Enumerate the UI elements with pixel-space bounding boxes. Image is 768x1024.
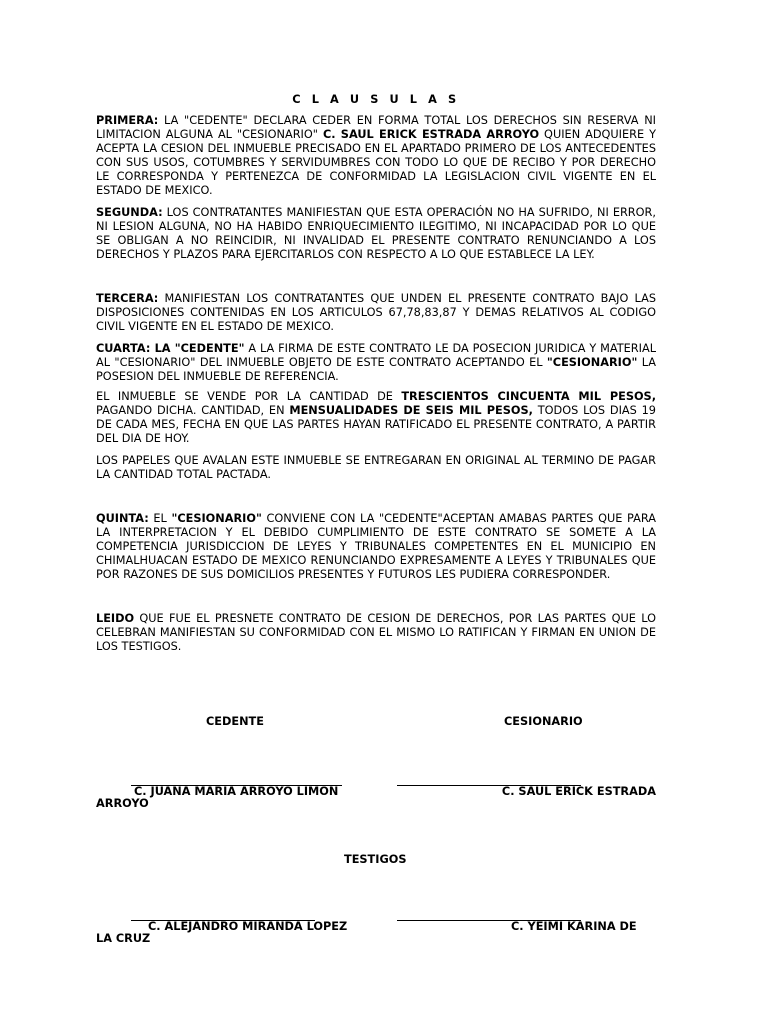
clauses-title: C L A U S U L A S (292, 93, 460, 106)
contract-body (96, 93, 656, 662)
clause-label: SEGUNDA: (96, 206, 163, 219)
clause-label: CUARTA: LA "CEDENTE" (96, 342, 245, 355)
clause-quinta: QUINTA: EL "CESIONARIO" CONVIENE CON LA "CEDENTE"ACEPTAN AMABAS PARTES QUE PARA LA INTERPRETACION Y EL DEBIDO CUMPLIMIENTO DE ESTE CONTRATO SE SOMETE A LA COMPETENCIA JURISDICCION DE LEYES Y TRIBUNALES COMPETENTES EN EL MUNICIPIO EN CHIMALHUACAN ESTADO DE MEXICO RENUNCIANDO EXPRESAMENTE A LEYES Y TRIBUNALES QUE POR RAZONES DE SUS DOMICILIOS PRESENTES Y FUTUROS LES PUDIERA CORRESPONDER. (96, 512, 656, 581)
clause-label: PRIMERA: (96, 114, 159, 127)
cesionario-heading: CESIONARIO (504, 715, 583, 728)
clause-cuarta: CUARTA: LA "CEDENTE" A LA FIRMA DE ESTE CONTRATO LE DA POSECION JURIDICA Y MATERIAL AL "CESIONARIO" DEL INMUEBLE OBJETO DE ESTE CONTRATO ACEPTANDO EL "CESIONARIO" LA POSESION DEL INMUEBLE DE REFERENCIA. (96, 342, 656, 383)
clause-primera: PRIMERA: LA "CEDENTE" DECLARA CEDER EN FORMA TOTAL LOS DERECHOS SIN RESERVA NI LIMITACION ALGUNA AL "CESIONARIO" C. SAUL ERICK ESTRADA ARROYO QUIEN ADQUIERE Y ACEPTA LA CESION DEL INMUEBLE PRECISADO EN EL APARTADO PRIMERO DE LOS ANTECEDENTES CON SUS USOS, COTUMBRES Y SERVIDUMBRES CON TODO LO QUE DE RECIBO Y POR DERECHO LE CORRESPONDA Y PERTENEZCA DE CONFORMIDAD LA LEGISLACION CIVIL VIGENTE EN EL ESTADO DE MEXICO. (96, 114, 656, 197)
cesionario-name-continued: ARROYO (96, 797, 149, 810)
price-paragraph: EL INMUEBLE SE VENDE POR LA CANTIDAD DE TRESCIENTOS CINCUENTA MIL PESOS, PAGANDO DICHA. CANTIDAD, EN MENSUALIDADES DE SEIS MIL PESOS, TODOS LOS DIAS 19 DE CADA MES, FECHA EN QUE LAS PARTES HAYAN RATIFICADO EL PRESENTE CONTRATO, A PARTIR DEL DIA DE HOY. (96, 390, 656, 445)
witness2-name-continued: LA CRUZ (96, 932, 151, 945)
clause-label: TERCERA: (96, 292, 159, 305)
closing-paragraph: LEIDO QUE FUE EL PRESNETE CONTRATO DE CESION DE DERECHOS, POR LAS PARTES QUE LO CELEBRAN MANIFIESTAN SU CONFORMIDAD CON EL MISMO LO RATIFICAN Y FIRMAN EN UNION DE LOS TESTIGOS. (96, 612, 656, 653)
clause-segunda: SEGUNDA: LOS CONTRATANTES MANIFIESTAN QUE ESTA OPERACIÓN NO HA SUFRIDO, NI ERROR, NI LESION ALGUNA, NO HA HABIDO ENRIQUECIMIENTO ILEGITIMO, NI INCAPACIDAD POR LO QUE SE OBLIGAN A NO REINCIDIR, NI INVALIDAD EL PRESENTE CONTRATO RENUNCIANDO A LOS DERECHOS Y PLAZOS PARA EJERCITARLOS CON RESPECTO A LO QUE ESTABLECE LA LEY. (96, 206, 656, 261)
clause-tercera: TERCERA: MANIFIESTAN LOS CONTRATANTES QUE UNDEN EL PRESENTE CONTRATO BAJO LAS DISPOSICIONES CONTENIDAS EN LOS ARTICULOS 67,78,83,87 Y DEMAS RELATIVOS AL CODIGO CIVIL VIGENTE EN EL ESTADO DE MEXICO. (96, 292, 656, 333)
witnesses-heading: TESTIGOS (344, 853, 407, 866)
clause-label: QUINTA: (96, 512, 149, 525)
cedente-heading: CEDENTE (206, 715, 264, 728)
witness2-name: C. YEIMI KARINA DE (511, 920, 637, 933)
documents-paragraph: LOS PAPELES QUE AVALAN ESTE INMUEBLE SE ENTREGARAN EN ORIGINAL AL TERMINO DE PAGAR LA CANTIDAD TOTAL PACTADA. (96, 454, 656, 481)
cedente-name: C. JUANA MARIA ARROYO LIMON (134, 785, 339, 798)
cesionario-name: C. SAUL ERICK ESTRADA (501, 785, 656, 798)
clause-label: LEIDO (96, 612, 135, 625)
witness1-name: C. ALEJANDRO MIRANDA LOPEZ (148, 920, 348, 933)
